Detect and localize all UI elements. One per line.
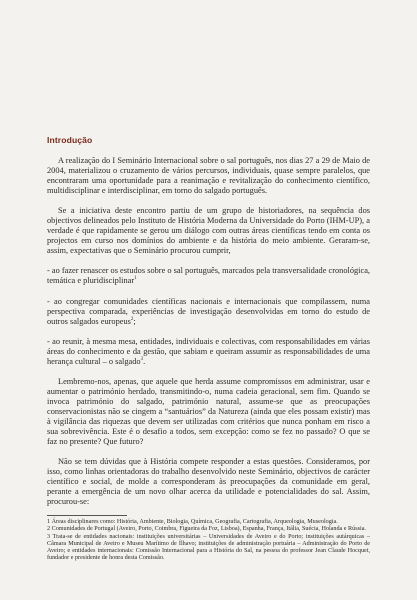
list-item-text: - ao fazer renascer os estudos sobre o sal português, marcados pela transversalidade cronológica, temática e pluridisciplinar (47, 266, 370, 286)
body-text (47, 156, 370, 517)
paragraph: Se a iniciativa deste encontro partiu de um grupo de historiadores, na sequência dos objectivos delineados pelo Instituto de História Moderna da Universidade do Porto (IHM-UP), a verdade é que rapidamente se gerou um diálogo com outras áreas científicas tendo em conta os projectos em curso nos domínios do ambiente e da história do meio ambiente. Geraram-se, assim, expectativas que o Seminário procurou cumprir, (47, 206, 370, 256)
footnote-ref: 3 (140, 356, 144, 362)
list-item-text: - ao congregar comunidades científicas nacionais e internacionais que compilassem, numa perspectiva comparada, experiências de investigação desenvolvidas em torno do estudo de outros salgados europeus (47, 296, 370, 326)
footnote: 2 Comunidades de Portugal (Aveiro, Porto, Coimbra, Figueira da Foz, Lisboa), Espanha, França, Itália, Suécia, Holanda e Rússia. (47, 526, 366, 533)
footnote: 1 Áreas disciplinares como: História, Ambiente, Biologia, Química, Geografia, Cartografia, Arqueologia, Museologia. (47, 519, 338, 525)
footnotes (47, 519, 370, 563)
list-item (47, 337, 370, 367)
footnote-ref: 2 (130, 316, 134, 322)
footnote-divider (47, 515, 127, 516)
section-heading: Introdução (47, 135, 93, 145)
punctuation: ; (133, 316, 136, 326)
list-item (47, 297, 370, 327)
punctuation: . (143, 356, 146, 366)
list-item (47, 266, 370, 286)
paragraph: A realização do I Seminário Internacional sobre o sal português, nos dias 27 a 29 de Maio de 2004, materializou o cruzamento de vários percursos, individuais, quase sempre paralelos, que encontraram uma oportunidade para a reanimação e revitalização do conhecimento científico, multidisciplinar e interdisciplinar, em torno do salgado português. (47, 156, 370, 196)
footnote-ref: 1 (134, 276, 137, 282)
list-item-text: - ao reunir, à mesma mesa, entidades, individuais e colectivas, com responsabilidades em várias áreas do conhecimento e da gestão, que sabiam e queiram assumir as responsabilidades de uma herança cultural – o salgado (47, 336, 370, 366)
paragraph: Lembremo-nos, apenas, que aquele que herda assume compromissos em administrar, usar e aumentar o património herdado, transmitindo-o, numa cadeia geracional, sem fim. Quando se invoca património do salgado, património natural, assume-se que as preocupações conservacionistas não se cingem a “santuários” da Natureza (ainda que eles possam existir) mas à vigilância das riquezas que devem ser utilizadas com critérios que nunca ponham em risco a sua sobrevivência. Este é o desafio a todos, sem excepção: como se fez no passado? O que se faz no presente? Que futuro? (47, 376, 370, 447)
footnote: 3 Trata-se de entidades nacionais: instituições universitárias – Universidades de Aveiro e do Porto; instituições autárquicas – Câmara Municipal de Aveiro e Museu Marítimo de Ílhavo; instituições de administração portuária – Administração do Porto de Aveiro; e entidades internacionais: Comissão Internacional para a História do Sal, na pessoa do professor Jean Claude Hocquet, fundador e presidente de honra desta Comissão. (47, 533, 370, 562)
paragraph: Não se tem dúvidas que à História compete responder a estas questões. Consideramos, por isso, como linhas orientadoras do trabalho desenvolvido neste Seminário, objectivos de carácter científico e social, de molde a corresponderam às preocupações da comunidade em geral, perante a emergência de um novo olhar acerca da utilidade e potencialidades do sal. Assim, procurou-se: (47, 457, 370, 507)
